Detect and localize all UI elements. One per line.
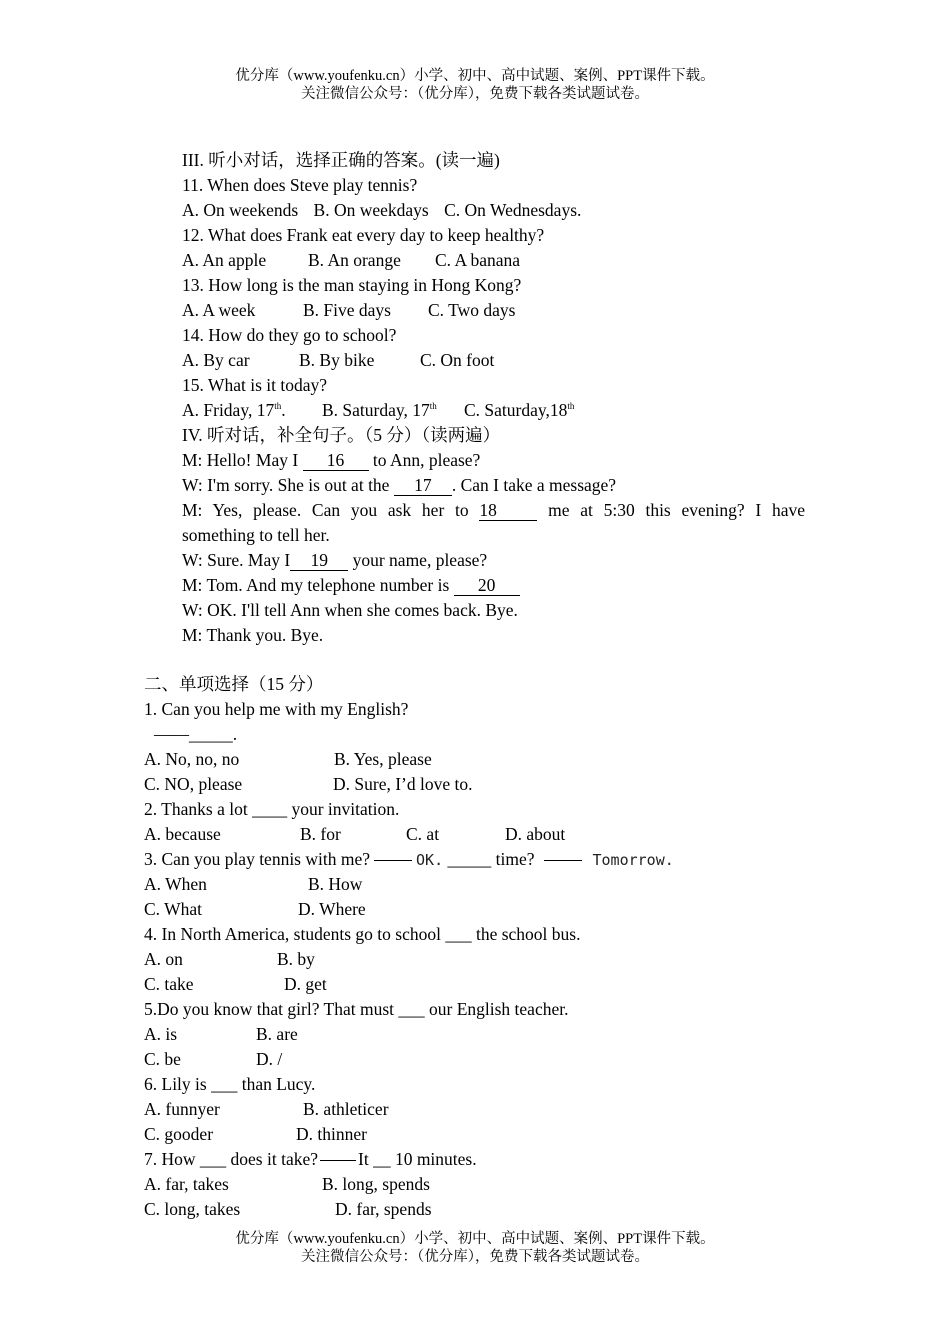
mc-options-6-row2	[144, 1122, 367, 1147]
header-line-2: 关注微信公众号：（优分库），免费下载各类试题试卷。	[301, 86, 649, 102]
mc-question-3: 3. Can you play tennis with me? OK. _____ time? Tomorrow.	[144, 849, 674, 869]
option-c: C. What	[144, 899, 203, 919]
option-b: B. An orange	[308, 250, 401, 270]
mc-options-5-row1	[144, 1022, 298, 1047]
option-d: D. far, spends	[335, 1199, 432, 1219]
option-a: A. On weekends	[182, 200, 299, 220]
option-d: D. Sure, I’d love to.	[333, 774, 473, 794]
option-c: C. at	[406, 824, 440, 844]
options-12	[182, 248, 521, 273]
option-a: A. funnyer	[144, 1099, 220, 1119]
section-iv-title: IV. 听对话，补全句子。（5 分）（读两遍）	[182, 425, 501, 445]
dialogue-line-2: W: I'm sorry. She is out at the 17 . Can I take a message?	[182, 475, 617, 495]
option-a: A. A week	[182, 300, 256, 320]
section-iii-title: III. 听小对话，选择正确的答案。(读一遍)	[182, 150, 500, 170]
option-c: C. On Wednesdays.	[444, 200, 582, 220]
option-b: B. How	[308, 874, 363, 894]
option-a: A. Friday, 17th.	[182, 400, 286, 420]
option-d: D. Where	[298, 899, 366, 919]
mc-question-4: 4. In North America, students go to school ___ the school bus.	[144, 924, 581, 944]
option-b: B. are	[256, 1024, 298, 1044]
mc-options-3-row1	[144, 872, 363, 897]
question-11: 11. When does Steve play tennis?	[182, 175, 418, 195]
mc-question-1: 1. Can you help me with my English?	[144, 699, 409, 719]
option-b: B. athleticer	[303, 1099, 389, 1119]
section-2-title: 二、单项选择（15 分）	[144, 674, 324, 694]
option-b: B. Five days	[303, 300, 391, 320]
option-c: C. Saturday,18th	[464, 400, 575, 420]
dialogue-line-7: M: Thank you. Bye.	[182, 625, 324, 645]
mc-options-5-row2	[144, 1047, 283, 1072]
question-12: 12. What does Frank eat every day to keep healthy?	[182, 225, 545, 245]
dialogue-line-4: W: Sure. May I 19 your name, please?	[182, 550, 488, 570]
blank-18[interactable]: 18	[479, 501, 537, 521]
option-a: A. By car	[182, 350, 250, 370]
footer-line-1: 优分库（www.youfenku.cn）小学、初中、高中试题、案例、PPT课件下载。	[235, 1231, 715, 1247]
option-d: D. get	[284, 974, 327, 994]
dialogue-line-5: M: Tom. And my telephone number is 20	[182, 573, 520, 598]
mc-options-1-row1	[144, 747, 432, 772]
option-a: A. far, takes	[144, 1174, 229, 1194]
mc-options-4-row2	[144, 972, 327, 997]
question-14: 14. How do they go to school?	[182, 325, 397, 345]
mc-question-1-reply	[154, 722, 237, 747]
dialogue-line-3-cont: something to tell her.	[182, 525, 330, 545]
mc-options-4-row1	[144, 947, 315, 972]
page-header	[0, 67, 950, 103]
option-a: A. is	[144, 1024, 178, 1044]
reply-ok: OK.	[416, 851, 444, 869]
dash-line	[320, 1160, 356, 1161]
options-14	[182, 348, 495, 373]
reply-dash: ——	[154, 724, 189, 744]
mc-options-7-row1	[144, 1172, 430, 1197]
option-b: B. Yes, please	[334, 749, 432, 769]
options-11	[182, 198, 581, 223]
question-15: 15. What is it today?	[182, 375, 327, 395]
option-a: A. on	[144, 949, 183, 969]
blank-17[interactable]: 17	[394, 476, 452, 496]
option-a: A. because	[144, 824, 221, 844]
option-c: C. NO, please	[144, 774, 243, 794]
mc-question-5: 5.Do you know that girl? That must ___ our English teacher.	[144, 999, 569, 1019]
footer-line-2: 关注微信公众号：（优分库），免费下载各类试题试卷。	[301, 1249, 649, 1265]
dialogue-line-1: M: Hello! May I 16 to Ann, please?	[182, 450, 481, 470]
page-footer	[0, 1230, 950, 1266]
mc-question-7: 7. How ___ does it take? It __ 10 minutes.	[144, 1149, 477, 1169]
blank-20[interactable]: 20	[454, 576, 520, 596]
option-c: C. Two days	[428, 300, 516, 320]
option-b: B. for	[300, 824, 341, 844]
option-b: B. by	[277, 949, 315, 969]
reply-tomorrow: Tomorrow.	[592, 851, 674, 869]
header-line-1: 优分库（www.youfenku.cn）小学、初中、高中试题、案例、PPT课件下载。	[235, 68, 715, 84]
option-d: D. thinner	[296, 1124, 367, 1144]
mc-question-6: 6. Lily is ___ than Lucy.	[144, 1074, 316, 1094]
option-b: B. On weekdays	[313, 200, 429, 220]
mc-question-2: 2. Thanks a lot ____ your invitation.	[144, 799, 400, 819]
option-b: B. long, spends	[322, 1174, 430, 1194]
option-c: C. gooder	[144, 1124, 214, 1144]
option-a: A. When	[144, 874, 207, 894]
option-c: C. On foot	[420, 350, 495, 370]
option-d: D. about	[505, 824, 566, 844]
option-c: C. be	[144, 1049, 181, 1069]
blank-19[interactable]: 19	[290, 551, 348, 571]
mc-options-6-row1	[144, 1097, 389, 1122]
dash-line	[544, 860, 582, 861]
mc-options-1-row2	[144, 772, 473, 797]
reply-blank[interactable]: _____.	[189, 724, 238, 744]
option-a: A. An apple	[182, 250, 267, 270]
mc-options-2	[144, 822, 566, 847]
option-c: C. take	[144, 974, 194, 994]
options-13	[182, 298, 516, 323]
question-13: 13. How long is the man staying in Hong Kong?	[182, 275, 522, 295]
mc-options-3-row2	[144, 897, 366, 922]
option-c: C. long, takes	[144, 1199, 241, 1219]
options-15	[182, 398, 575, 423]
option-d: D. /	[256, 1049, 283, 1069]
dash-line	[374, 860, 412, 861]
blank-16[interactable]: 16	[303, 451, 369, 471]
dialogue-line-3: M: Yes, please. Can you ask her to 18 me at 5:30 this evening? I have	[182, 500, 805, 520]
mc-options-7-row2	[144, 1197, 432, 1222]
option-b: B. Saturday, 17th	[322, 400, 437, 420]
option-b: B. By bike	[299, 350, 375, 370]
option-c: C. A banana	[435, 250, 521, 270]
dialogue-line-6: W: OK. I'll tell Ann when she comes back. Bye.	[182, 600, 518, 620]
option-a: A. No, no, no	[144, 749, 240, 769]
